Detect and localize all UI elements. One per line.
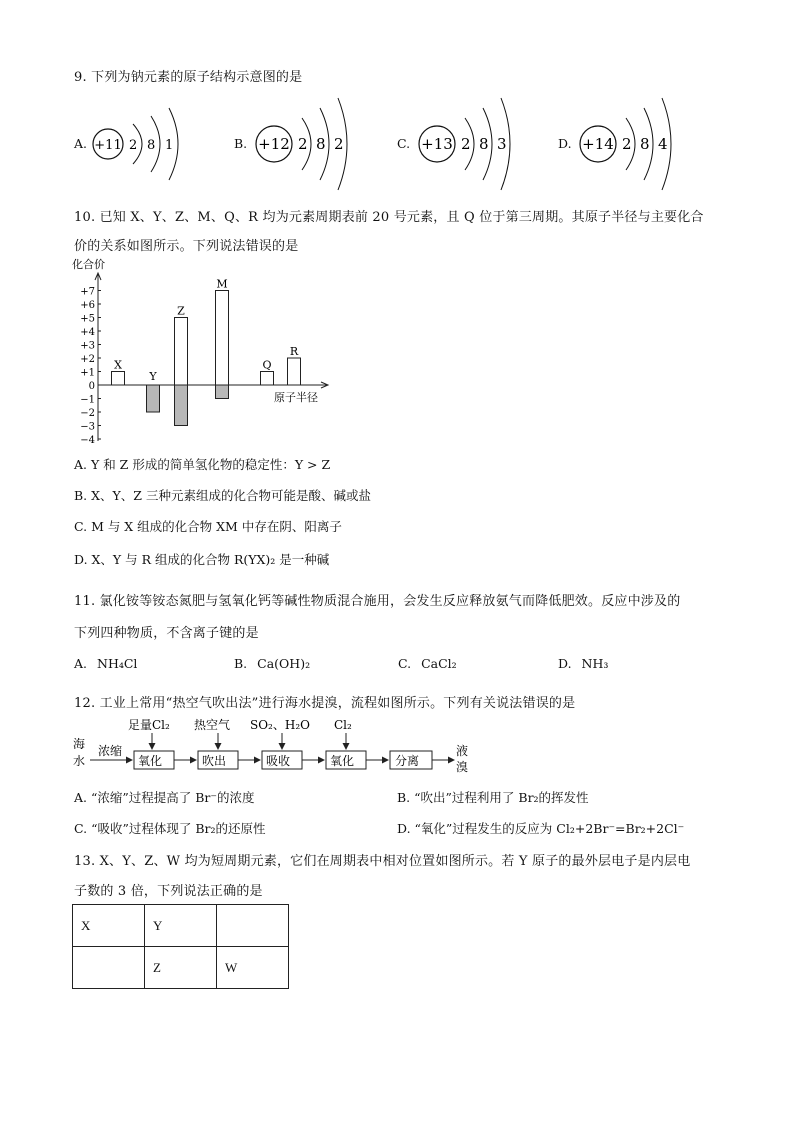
atom-structure-diagram (252, 92, 372, 192)
atom-structure-diagram (415, 92, 535, 192)
valence-radius-chart (60, 256, 350, 451)
option-letter: B. (234, 656, 248, 671)
shell-electron-count: 3 (497, 135, 507, 153)
flow-box-label: 吹出 (202, 754, 227, 768)
flow-start-bottom: 水 (73, 754, 86, 768)
q10-option-c[interactable]: C. M 与 X 组成的化合物 XM 中存在阴、阳离子 (74, 519, 342, 534)
y-tick-label: +5 (80, 313, 95, 325)
y-tick-label: +4 (80, 327, 95, 338)
flow-box-label: 吸收 (266, 754, 291, 768)
shell-electron-count: 4 (658, 135, 668, 153)
q11-option-c[interactable] (398, 656, 457, 671)
table-cell: Z (145, 947, 217, 989)
table-cell: W (217, 947, 289, 989)
shell-electron-count: 8 (479, 135, 489, 153)
table-cell: X (73, 905, 145, 947)
flow-start-top: 海 (73, 737, 86, 751)
q11-stem-line1: 11. 氯化铵等铵态氮肥与氢氧化钙等碱性物质混合施用，会发生反应释放氨气而降低肥效。反应中涉及的 (74, 594, 681, 609)
y-tick-label: +6 (80, 300, 95, 311)
shell-electron-count: 2 (129, 138, 138, 153)
bar-label-X: X (114, 358, 122, 372)
bar-positive-Z (175, 318, 188, 386)
y-tick-label: −4 (80, 435, 95, 446)
shell-electron-count: 2 (298, 135, 308, 153)
q12-option-d[interactable]: D. “氧化”过程发生的反应为 Cl₂+2Br⁻=Br₂+2Cl⁻ (397, 821, 685, 836)
shell-electron-count: 8 (640, 135, 650, 153)
flow-end-bottom: 溴 (456, 760, 469, 774)
shell-electron-count: 1 (165, 138, 174, 153)
flow-input-cl2-excess: 足量Cl₂ (128, 718, 170, 732)
shell-electron-count: 2 (461, 135, 471, 153)
q12-option-b[interactable]: B. “吹出”过程利用了 Br₂的挥发性 (397, 790, 589, 805)
shell-electron-count: 8 (316, 135, 326, 153)
y-tick-label: +1 (80, 367, 95, 379)
shell-electron-count: 8 (147, 138, 156, 153)
bar-label-M: M (216, 277, 228, 291)
q10-option-b[interactable]: B. X、Y、Z 三种元素组成的化合物可能是酸、碱或盐 (74, 488, 371, 503)
flow-input-hot-air: 热空气 (194, 718, 231, 732)
y-axis-label: 化合价 (72, 258, 105, 271)
option-letter: B. (234, 136, 248, 151)
bar-positive-M (216, 291, 229, 386)
y-tick-label: −1 (80, 394, 95, 406)
q12-stem: 12. 工业上常用“热空气吹出法”进行海水提溴，流程如图所示。下列有关说法错误的是 (74, 696, 576, 711)
q10-option-a[interactable]: A. Y 和 Z 形成的简单氢化物的稳定性：Y > Z (74, 457, 331, 472)
bar-positive-X (112, 372, 125, 386)
formula: NH₄Cl (97, 656, 138, 671)
bromine-flow-diagram (70, 712, 470, 778)
bar-positive-R (288, 358, 301, 385)
option-letter: D. (558, 656, 572, 671)
formula: Ca(OH)₂ (257, 656, 311, 671)
q11-option-d[interactable] (558, 656, 608, 671)
bar-label-Y: Y (149, 370, 157, 383)
formula: NH₃ (581, 656, 609, 671)
q9-stem: 9. 下列为钠元素的原子结构示意图的是 (74, 70, 303, 85)
option-letter: A. (74, 136, 88, 151)
q10-option-d[interactable]: D. X、Y 与 R 组成的化合物 R(YX)₂ 是一种碱 (74, 552, 330, 567)
flow-end-top: 液 (456, 744, 469, 758)
option-letter: C. (398, 656, 412, 671)
q10-stem-line1: 10. 已知 X、Y、Z、M、Q、R 均为元素周期表前 20 号元素，且 Q 位于第三周期。其原子半径与主要化合 (74, 210, 704, 225)
flow-box-label: 氧化 (330, 754, 355, 768)
table-cell (73, 947, 145, 989)
table-cell: Y (145, 905, 217, 947)
bar-negative-M (216, 385, 229, 399)
periodic-position-table (72, 904, 289, 989)
atom-structure-diagram (92, 92, 212, 192)
shell-electron-count: 2 (622, 135, 632, 153)
flow-input-so2-h2o: SO₂、H₂O (250, 718, 310, 732)
formula: CaCl₂ (421, 656, 457, 671)
q12-option-a[interactable]: A. “浓缩”过程提高了 Br⁻的浓度 (74, 790, 255, 805)
option-letter: A. (74, 656, 88, 671)
y-tick-label: 0 (88, 381, 95, 392)
y-tick-label: +3 (80, 340, 95, 352)
bar-negative-Y (147, 385, 160, 412)
table-cell (217, 905, 289, 947)
q12-option-c[interactable]: C. “吸收”过程体现了 Br₂的还原性 (74, 821, 266, 836)
nuclear-charge: +13 (421, 135, 453, 153)
table-row (73, 905, 289, 947)
flow-step-concentrate: 浓缩 (98, 744, 123, 758)
x-axis-label: 原子半径 (274, 391, 318, 404)
atom-structure-diagram (576, 92, 696, 192)
bar-negative-Z (175, 385, 188, 426)
bar-label-R: R (289, 345, 299, 358)
q10-stem-line2: 价的关系如图所示。下列说法错误的是 (74, 239, 299, 254)
table-row (73, 947, 289, 989)
flow-box-label: 分离 (395, 754, 420, 768)
y-tick-label: +7 (80, 286, 95, 298)
bar-label-Z: Z (177, 304, 185, 318)
nuclear-charge: +12 (258, 135, 290, 153)
option-letter: C. (397, 136, 411, 151)
y-tick-label: −2 (80, 408, 95, 419)
flow-box-label: 氧化 (138, 754, 163, 768)
q11-option-b[interactable] (234, 656, 310, 671)
nuclear-charge: +11 (94, 138, 122, 153)
q11-stem-line2: 下列四种物质，不含离子键的是 (74, 626, 259, 641)
q11-option-a[interactable] (74, 656, 137, 671)
q13-stem-line2: 子数的 3 倍，下列说法正确的是 (74, 884, 263, 899)
bar-label-Q: Q (262, 358, 272, 372)
y-tick-label: +2 (80, 354, 95, 365)
q13-stem-line1: 13. X、Y、Z、W 均为短周期元素，它们在周期表中相对位置如图所示。若 Y 原子的最外层电子是内层电 (74, 854, 691, 869)
shell-electron-count: 2 (334, 135, 344, 153)
flow-input-cl2: Cl₂ (334, 718, 352, 732)
y-tick-label: −3 (80, 421, 95, 433)
bar-positive-Q (261, 372, 274, 386)
option-letter: D. (558, 136, 572, 151)
nuclear-charge: +14 (582, 135, 614, 153)
